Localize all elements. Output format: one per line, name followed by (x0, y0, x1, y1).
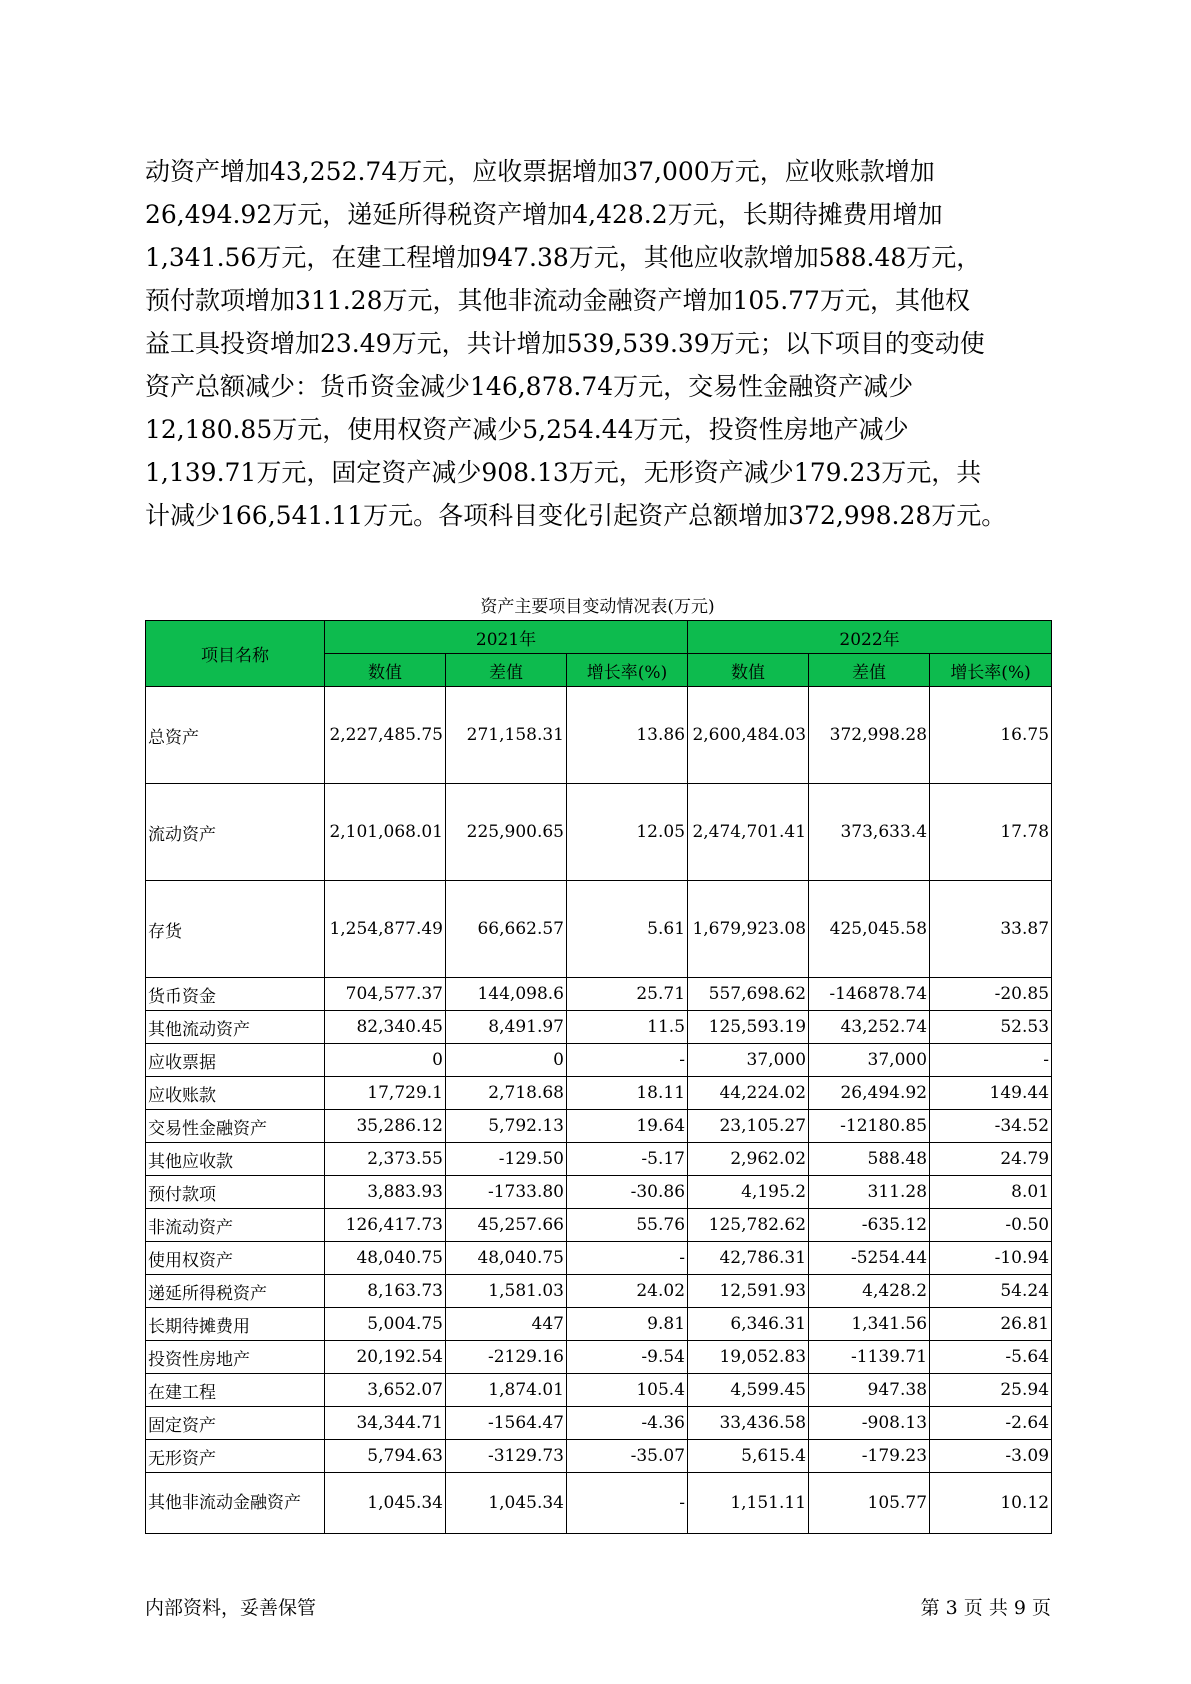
table-row (146, 1374, 1052, 1407)
table-row (146, 784, 1052, 881)
row-value-cell: 149.44 (930, 1077, 1052, 1110)
row-value-cell: 37,000 (688, 1044, 809, 1077)
row-value-cell: 5,792.13 (446, 1110, 567, 1143)
table-row (146, 687, 1052, 784)
row-value-cell: 1,679,923.08 (688, 881, 809, 978)
row-value-cell: -0.50 (930, 1209, 1052, 1242)
row-value-cell: 1,254,877.49 (325, 881, 446, 978)
row-value-cell: 0 (325, 1044, 446, 1077)
row-value-cell: -35.07 (567, 1440, 688, 1473)
row-value-cell: 311.28 (809, 1176, 930, 1209)
row-value-cell: 2,600,484.03 (688, 687, 809, 784)
row-item-name: 在建工程 (146, 1374, 325, 1407)
row-value-cell: 9.81 (567, 1308, 688, 1341)
row-item-name: 存货 (146, 881, 325, 978)
header-growth: 增长率(%) (930, 654, 1052, 687)
row-value-cell: -5.64 (930, 1341, 1052, 1374)
row-value-cell: 947.38 (809, 1374, 930, 1407)
row-value-cell: 1,151.11 (688, 1473, 809, 1534)
row-value-cell: 447 (446, 1308, 567, 1341)
row-value-cell: 557,698.62 (688, 978, 809, 1011)
row-value-cell: -4.36 (567, 1407, 688, 1440)
header-year-2021: 2021年 (325, 621, 688, 654)
row-value-cell: -146878.74 (809, 978, 930, 1011)
row-value-cell: 105.4 (567, 1374, 688, 1407)
paragraph-line: 动资产增加43,252.74万元，应收票据增加37,000万元，应收账款增加 (145, 157, 935, 186)
row-value-cell: -908.13 (809, 1407, 930, 1440)
row-value-cell: 225,900.65 (446, 784, 567, 881)
row-value-cell: 105.77 (809, 1473, 930, 1534)
table-row (146, 1209, 1052, 1242)
row-value-cell: 12,591.93 (688, 1275, 809, 1308)
row-value-cell: -179.23 (809, 1440, 930, 1473)
paragraph-line: 12,180.85万元，使用权资产减少5,254.44万元，投资性房地产减少 (145, 415, 909, 444)
row-value-cell: 24.02 (567, 1275, 688, 1308)
row-value-cell: 5.61 (567, 881, 688, 978)
row-value-cell: 55.76 (567, 1209, 688, 1242)
row-value-cell: 35,286.12 (325, 1110, 446, 1143)
row-value-cell: - (567, 1473, 688, 1534)
row-value-cell: 8.01 (930, 1176, 1052, 1209)
row-value-cell: -2.64 (930, 1407, 1052, 1440)
row-value-cell: 33,436.58 (688, 1407, 809, 1440)
header-diff: 差值 (809, 654, 930, 687)
row-value-cell: 5,615.4 (688, 1440, 809, 1473)
row-value-cell: 704,577.37 (325, 978, 446, 1011)
row-value-cell: 2,962.02 (688, 1143, 809, 1176)
row-value-cell: 425,045.58 (809, 881, 930, 978)
row-value-cell: 26.81 (930, 1308, 1052, 1341)
row-value-cell: -34.52 (930, 1110, 1052, 1143)
row-value-cell: 8,491.97 (446, 1011, 567, 1044)
row-value-cell: 5,004.75 (325, 1308, 446, 1341)
row-value-cell: 18.11 (567, 1077, 688, 1110)
paragraph-line: 1,139.71万元，固定资产减少908.13万元，无形资产减少179.23万元，共 (145, 458, 982, 487)
row-value-cell: -1139.71 (809, 1341, 930, 1374)
paragraph-line: 益工具投资增加23.49万元，共计增加539,539.39万元；以下项目的变动使 (145, 329, 985, 358)
paragraph-line: 计减少166,541.11万元。各项科目变化引起资产总额增加372,998.28万元。 (145, 501, 1007, 530)
row-value-cell: 44,224.02 (688, 1077, 809, 1110)
row-value-cell: 2,474,701.41 (688, 784, 809, 881)
row-value-cell: 126,417.73 (325, 1209, 446, 1242)
row-value-cell: -20.85 (930, 978, 1052, 1011)
row-item-name: 流动资产 (146, 784, 325, 881)
row-item-name: 无形资产 (146, 1440, 325, 1473)
row-value-cell: 13.86 (567, 687, 688, 784)
row-value-cell: -5.17 (567, 1143, 688, 1176)
row-item-name: 投资性房地产 (146, 1341, 325, 1374)
row-value-cell: 3,883.93 (325, 1176, 446, 1209)
row-value-cell: 42,786.31 (688, 1242, 809, 1275)
row-value-cell: 125,782.62 (688, 1209, 809, 1242)
paragraph-line: 1,341.56万元，在建工程增加947.38万元，其他应收款增加588.48万元， (145, 243, 982, 272)
row-value-cell: 372,998.28 (809, 687, 930, 784)
paragraph-line: 资产总额减少：货币资金减少146,878.74万元，交易性金融资产减少 (145, 372, 914, 401)
row-value-cell: 16.75 (930, 687, 1052, 784)
row-value-cell: 33.87 (930, 881, 1052, 978)
row-value-cell: 23,105.27 (688, 1110, 809, 1143)
header-year-2022: 2022年 (688, 621, 1052, 654)
header-value: 数值 (325, 654, 446, 687)
row-value-cell: 2,373.55 (325, 1143, 446, 1176)
row-value-cell: 4,195.2 (688, 1176, 809, 1209)
table-row (146, 1176, 1052, 1209)
row-value-cell: 2,718.68 (446, 1077, 567, 1110)
row-value-cell: 10.12 (930, 1473, 1052, 1534)
page-number: 第 3 页 共 9 页 (920, 1597, 1051, 1619)
row-value-cell: 17.78 (930, 784, 1052, 881)
row-value-cell: 1,045.34 (446, 1473, 567, 1534)
row-value-cell: 48,040.75 (325, 1242, 446, 1275)
row-value-cell: 19,052.83 (688, 1341, 809, 1374)
row-value-cell: 37,000 (809, 1044, 930, 1077)
row-item-name: 预付款项 (146, 1176, 325, 1209)
row-value-cell: - (567, 1242, 688, 1275)
row-value-cell: -10.94 (930, 1242, 1052, 1275)
row-value-cell: 43,252.74 (809, 1011, 930, 1044)
row-value-cell: 17,729.1 (325, 1077, 446, 1110)
table-row (146, 1407, 1052, 1440)
header-diff: 差值 (446, 654, 567, 687)
row-value-cell: 45,257.66 (446, 1209, 567, 1242)
table-row (146, 1011, 1052, 1044)
row-value-cell: -2129.16 (446, 1341, 567, 1374)
row-value-cell: 66,662.57 (446, 881, 567, 978)
table-body (146, 687, 1052, 1534)
row-value-cell: 1,341.56 (809, 1308, 930, 1341)
row-value-cell: 26,494.92 (809, 1077, 930, 1110)
row-value-cell: -1564.47 (446, 1407, 567, 1440)
row-value-cell: 0 (446, 1044, 567, 1077)
row-item-name: 其他应收款 (146, 1143, 325, 1176)
header-item-name: 项目名称 (146, 621, 325, 687)
paragraph-line: 预付款项增加311.28万元，其他非流动金融资产增加105.77万元，其他权 (145, 286, 970, 315)
table-row (146, 1143, 1052, 1176)
row-item-name: 货币资金 (146, 978, 325, 1011)
row-item-name: 交易性金融资产 (146, 1110, 325, 1143)
row-value-cell: 125,593.19 (688, 1011, 809, 1044)
body-paragraph (145, 150, 1060, 537)
row-value-cell: 24.79 (930, 1143, 1052, 1176)
asset-change-table (145, 620, 1052, 1534)
table-row (146, 1308, 1052, 1341)
row-item-name: 其他流动资产 (146, 1011, 325, 1044)
row-value-cell: 82,340.45 (325, 1011, 446, 1044)
row-value-cell: 271,158.31 (446, 687, 567, 784)
table-row (146, 1341, 1052, 1374)
row-value-cell: 48,040.75 (446, 1242, 567, 1275)
row-value-cell: 2,227,485.75 (325, 687, 446, 784)
table-row (146, 978, 1052, 1011)
row-value-cell: 20,192.54 (325, 1341, 446, 1374)
row-value-cell: -1733.80 (446, 1176, 567, 1209)
row-value-cell: 8,163.73 (325, 1275, 446, 1308)
paragraph-line: 26,494.92万元，递延所得税资产增加4,428.2万元，长期待摊费用增加 (145, 200, 943, 229)
row-value-cell: 25.71 (567, 978, 688, 1011)
row-value-cell: 2,101,068.01 (325, 784, 446, 881)
row-value-cell: 19.64 (567, 1110, 688, 1143)
row-value-cell: 1,581.03 (446, 1275, 567, 1308)
footer-confidential: 内部资料，妥善保管 (145, 1597, 317, 1619)
table-caption: 资产主要项目变动情况表(万元) (480, 597, 715, 617)
row-value-cell: 6,346.31 (688, 1308, 809, 1341)
table-row (146, 1242, 1052, 1275)
row-value-cell: 12.05 (567, 784, 688, 881)
table-row (146, 1077, 1052, 1110)
row-item-name: 应收票据 (146, 1044, 325, 1077)
row-value-cell: - (930, 1044, 1052, 1077)
row-value-cell: 1,874.01 (446, 1374, 567, 1407)
row-value-cell: -9.54 (567, 1341, 688, 1374)
table-row (146, 881, 1052, 978)
row-value-cell: 588.48 (809, 1143, 930, 1176)
row-value-cell: 4,599.45 (688, 1374, 809, 1407)
row-item-name: 应收账款 (146, 1077, 325, 1110)
row-item-name: 使用权资产 (146, 1242, 325, 1275)
row-value-cell: -129.50 (446, 1143, 567, 1176)
row-value-cell: 373,633.4 (809, 784, 930, 881)
header-value: 数值 (688, 654, 809, 687)
row-value-cell: 4,428.2 (809, 1275, 930, 1308)
row-value-cell: 34,344.71 (325, 1407, 446, 1440)
row-value-cell: 144,098.6 (446, 978, 567, 1011)
row-value-cell: -3.09 (930, 1440, 1052, 1473)
row-item-name: 其他非流动金融资产 (146, 1473, 325, 1534)
row-value-cell: 52.53 (930, 1011, 1052, 1044)
row-item-name: 递延所得税资产 (146, 1275, 325, 1308)
table-row (146, 1110, 1052, 1143)
row-value-cell: -635.12 (809, 1209, 930, 1242)
row-value-cell: -5254.44 (809, 1242, 930, 1275)
table-row (146, 1044, 1052, 1077)
table-row (146, 1275, 1052, 1308)
row-value-cell: -12180.85 (809, 1110, 930, 1143)
table-row (146, 1473, 1052, 1534)
row-value-cell: 25.94 (930, 1374, 1052, 1407)
row-value-cell: 5,794.63 (325, 1440, 446, 1473)
row-value-cell: - (567, 1044, 688, 1077)
table-row (146, 1440, 1052, 1473)
row-item-name: 总资产 (146, 687, 325, 784)
row-value-cell: -30.86 (567, 1176, 688, 1209)
header-growth: 增长率(%) (567, 654, 688, 687)
row-value-cell: 3,652.07 (325, 1374, 446, 1407)
row-item-name: 长期待摊费用 (146, 1308, 325, 1341)
row-value-cell: 11.5 (567, 1011, 688, 1044)
row-item-name: 固定资产 (146, 1407, 325, 1440)
row-value-cell: 54.24 (930, 1275, 1052, 1308)
row-item-name: 非流动资产 (146, 1209, 325, 1242)
row-value-cell: 1,045.34 (325, 1473, 446, 1534)
row-value-cell: -3129.73 (446, 1440, 567, 1473)
